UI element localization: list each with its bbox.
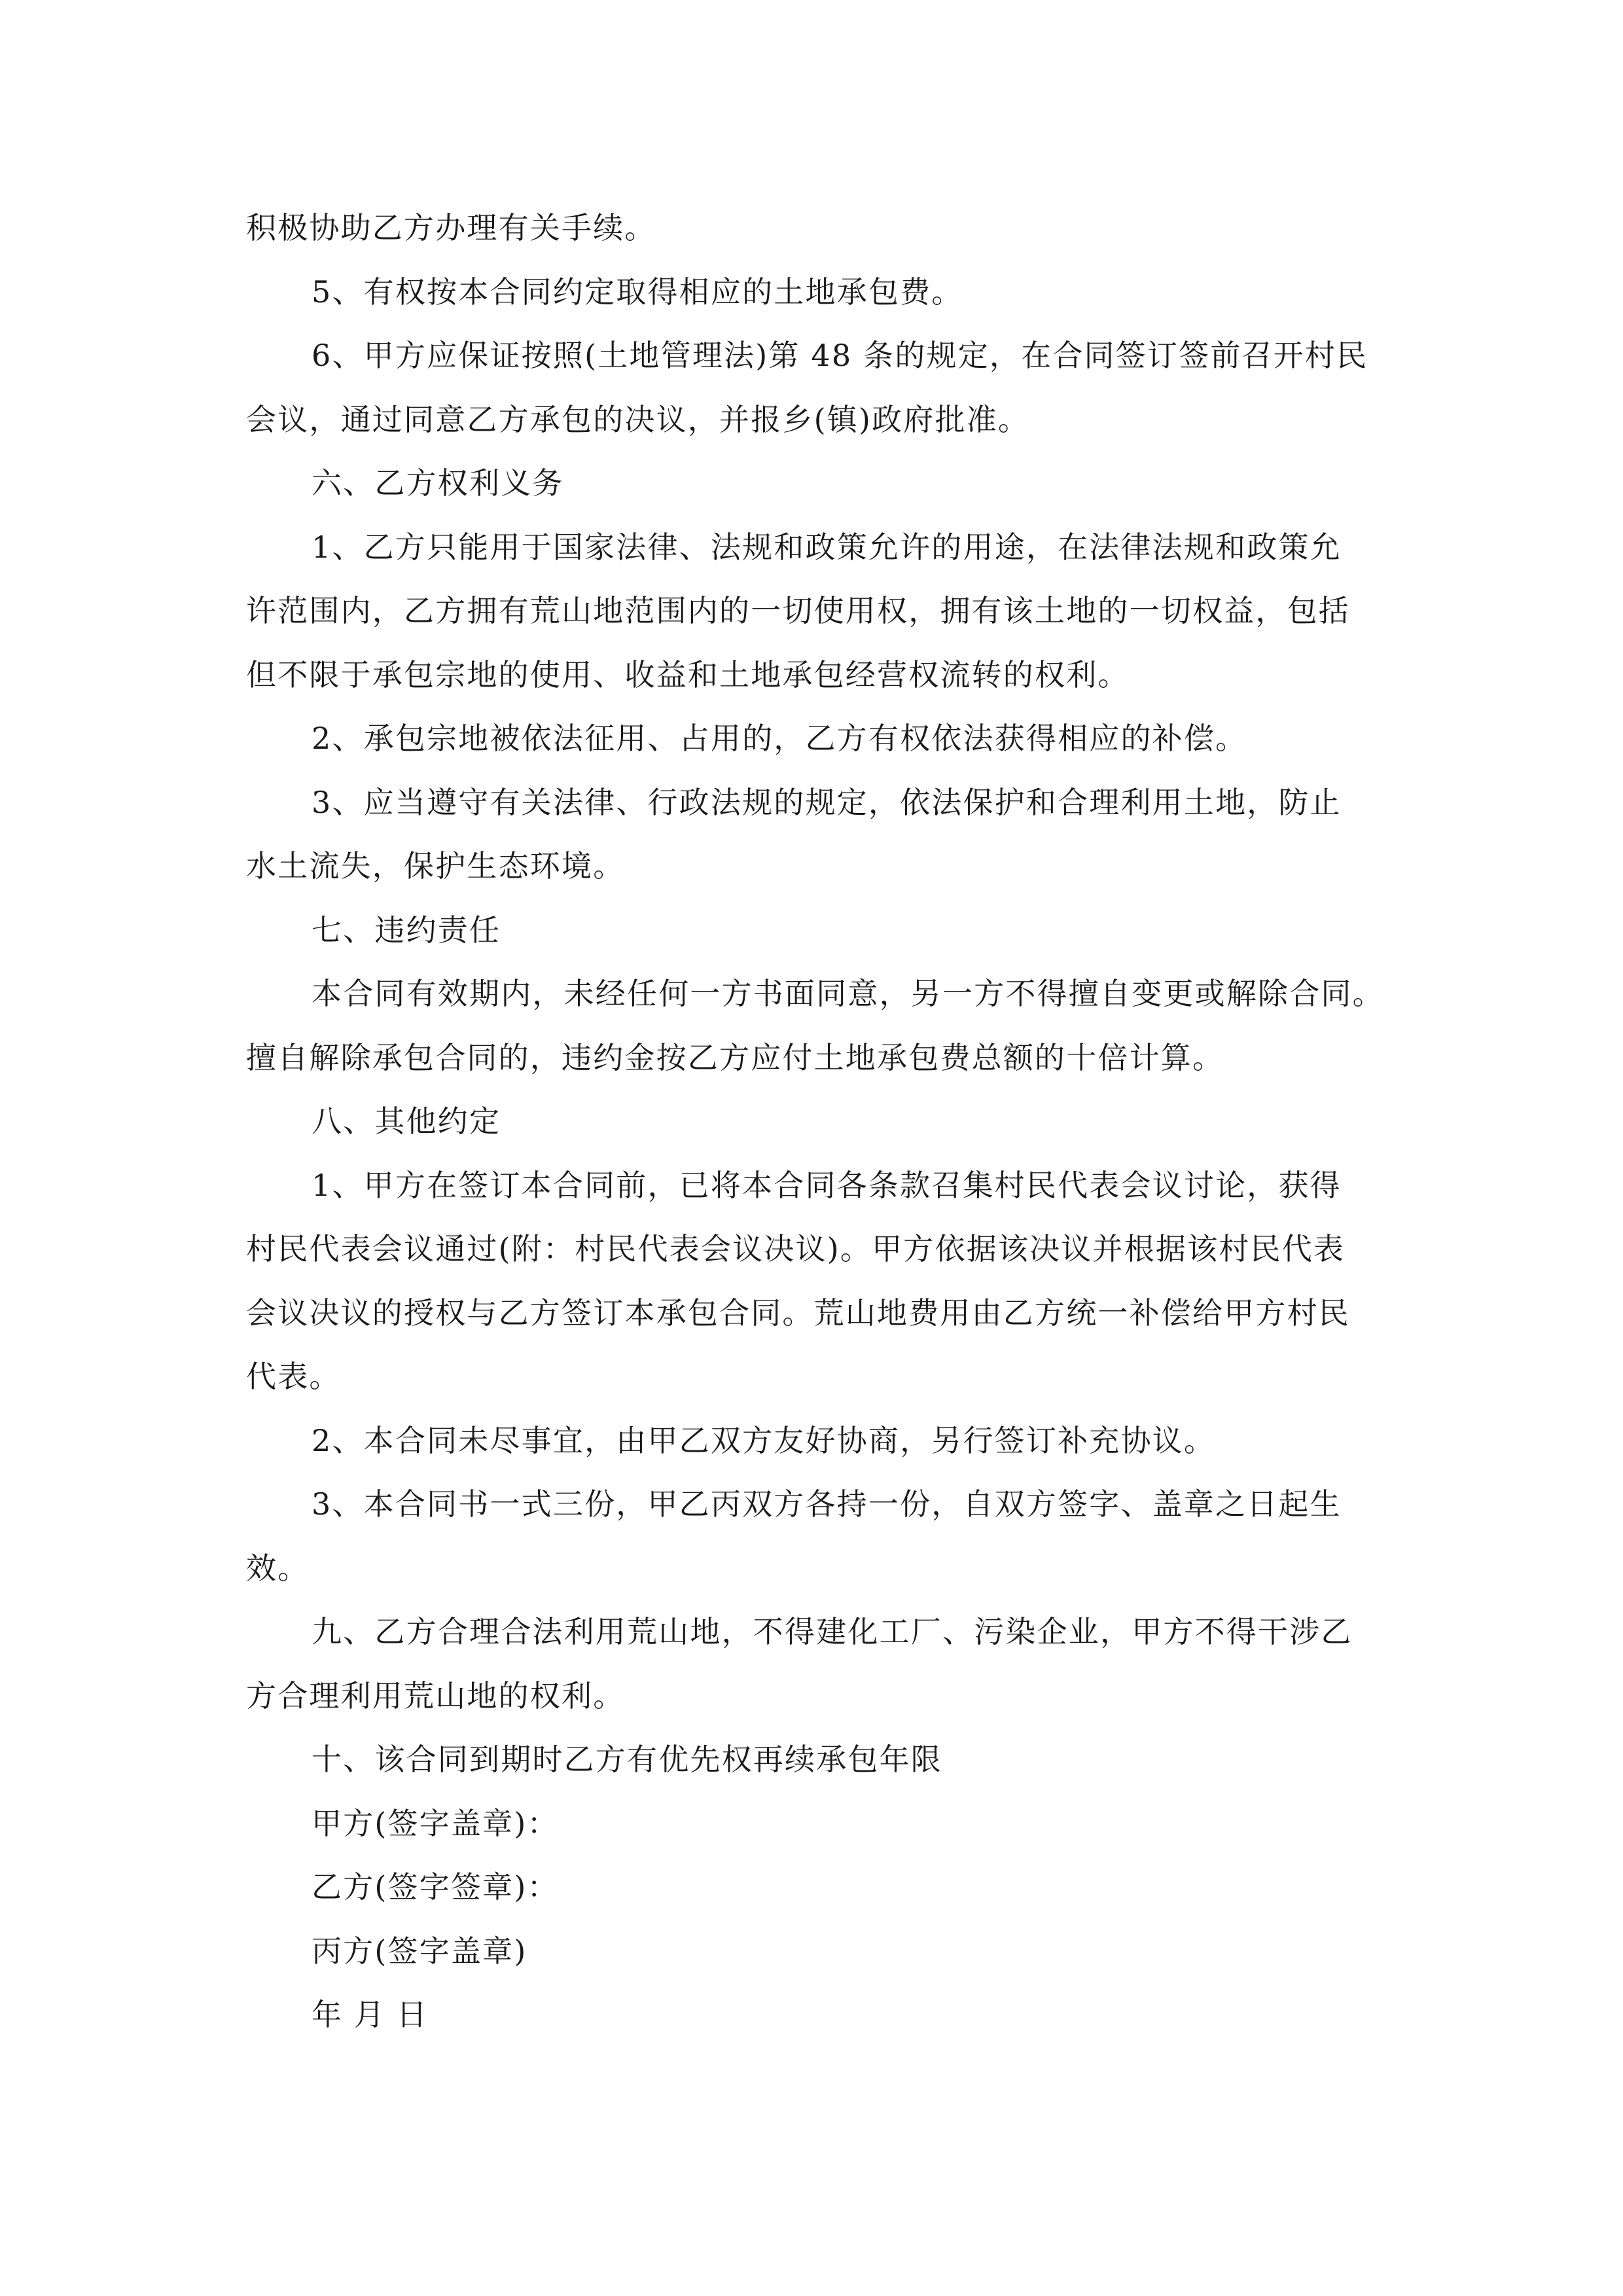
section-heading: 八、其他约定 (312, 1103, 501, 1139)
text-line: 会议，通过同意乙方承包的决议，并报乡(镇)政府批准。 (246, 401, 1030, 437)
text-line: 3、本合同书一式三份，甲乙丙双方各持一份，自双方签字、盖章之日起生 (312, 1486, 1342, 1522)
text-line: 效。 (246, 1550, 310, 1586)
text-line: 九、乙方合理合法利用荒山地，不得建化工厂、污染企业，甲方不得干涉乙 (312, 1614, 1353, 1649)
date-line: 年 月 日 (312, 1997, 429, 2032)
text-line: 积极协助乙方办理有关手续。 (246, 210, 656, 245)
text-line: 但不限于承包宗地的使用、收益和土地承包经营权流转的权利。 (246, 656, 1130, 692)
text-line: 5、有权按本合同约定取得相应的土地承包费。 (312, 274, 963, 310)
text-line: 代表。 (246, 1359, 341, 1394)
section-heading: 六、乙方权利义务 (312, 465, 564, 501)
section-heading: 七、违约责任 (312, 912, 501, 948)
signature-party-a: 甲方(签字盖章)： (312, 1805, 559, 1841)
text-line: 3、应当遵守有关法律、行政法规的规定，依法保护和合理利用土地，防止 (312, 784, 1342, 820)
text-line: 6、甲方应保证按照(土地管理法)第 48 条的规定，在合同签订签前召开村民 (312, 338, 1368, 373)
contract-body (246, 196, 1384, 2047)
text-line: 村民代表会议通过(附：村民代表会议决议)。甲方依据该决议并根据该村民代表 (246, 1231, 1346, 1266)
text-line: 方合理利用荒山地的权利。 (246, 1677, 625, 1713)
text-line: 许范围内，乙方拥有荒山地范围内的一切使用权，拥有该土地的一切权益，包括 (246, 593, 1350, 628)
text-line: 2、承包宗地被依法征用、占用的，乙方有权依法获得相应的补偿。 (312, 721, 1247, 756)
text-line: 本合同有效期内，未经任何一方书面同意，另一方不得擅自变更或解除合同。 (312, 976, 1384, 1011)
signature-party-b: 乙方(签字签章)： (312, 1869, 559, 1905)
text-line: 水土流失，保护生态环境。 (246, 848, 625, 884)
text-line: 2、本合同未尽事宜，由甲乙双方友好协商，另行签订补充协议。 (312, 1422, 1216, 1458)
text-line: 十、该合同到期时乙方有优先权再续承包年限 (312, 1742, 942, 1777)
text-line: 擅自解除承包合同的，违约金按乙方应付土地承包费总额的十倍计算。 (246, 1039, 1224, 1075)
text-line: 1、乙方只能用于国家法律、法规和政策允许的用途，在法律法规和政策允 (312, 529, 1342, 565)
text-line: 1、甲方在签订本合同前，已将本合同各条款召集村民代表会议讨论，获得 (312, 1167, 1342, 1203)
signature-party-c: 丙方(签字盖章) (312, 1933, 527, 1969)
text-line: 会议决议的授权与乙方签订本承包合同。荒山地费用由乙方统一补偿给甲方村民 (246, 1295, 1350, 1331)
